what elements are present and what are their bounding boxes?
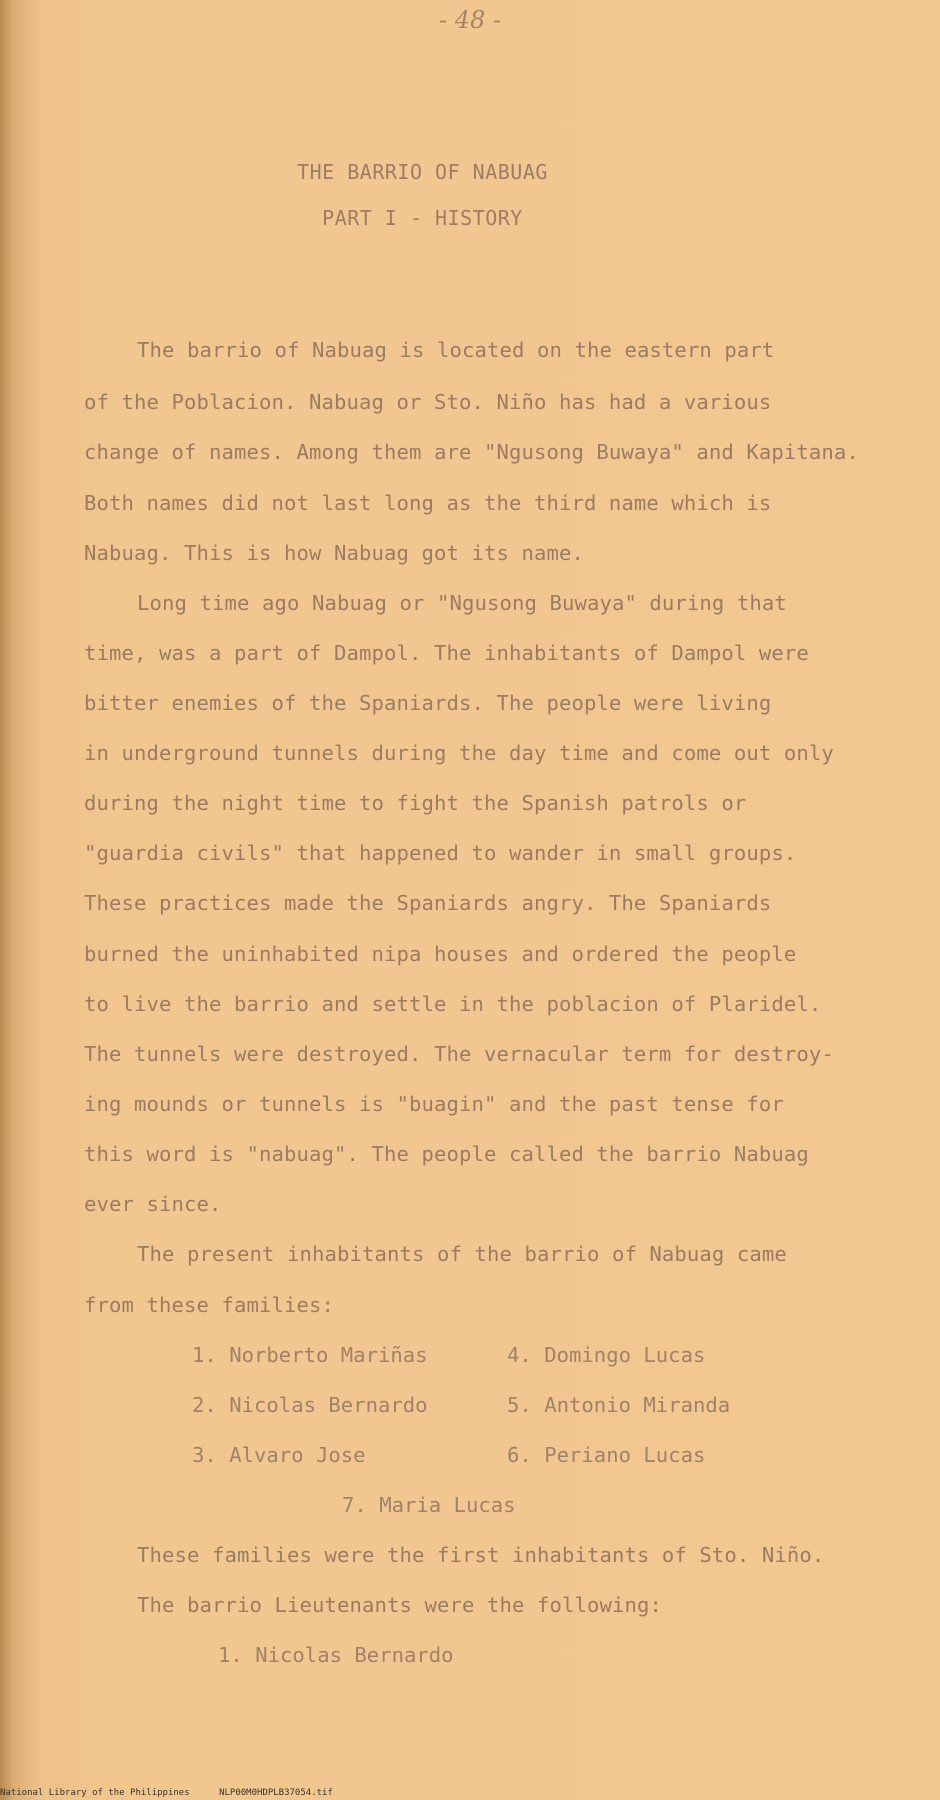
document-title: THE BARRIO OF NABUAG (297, 160, 548, 184)
text-line: burned the uninhabited nipa houses and ordered the people (84, 942, 797, 966)
family-list-item: 3. Alvaro Jose (192, 1443, 366, 1467)
family-list-item: 1. Norberto Mariñas (192, 1343, 428, 1367)
text-line: These practices made the Spaniards angry. The Spaniards (84, 891, 772, 915)
text-line: Long time ago Nabuag or "Ngusong Buwaya" during that (137, 591, 787, 615)
text-line: These families were the first inhabitants of Sto. Niño. (137, 1543, 825, 1567)
text-line: of the Poblacion. Nabuag or Sto. Niño has had a various (84, 390, 772, 414)
page-number: - 48 - (438, 6, 501, 34)
document-subtitle: PART I - HISTORY (322, 206, 523, 230)
text-line: this word is "nabuag". The people called the barrio Nabuag (84, 1142, 809, 1166)
text-line: ing mounds or tunnels is "buagin" and the past tense for (84, 1092, 784, 1116)
family-list-item: 7. Maria Lucas (342, 1493, 516, 1517)
text-line: ever since. (84, 1192, 222, 1216)
text-line: from these families: (84, 1293, 334, 1317)
text-line: "guardia civils" that happened to wander in small groups. (84, 841, 797, 865)
text-line: in underground tunnels during the day time and come out only (84, 741, 834, 765)
text-line: change of names. Among them are "Ngusong Buwaya" and Kapitana. (84, 440, 859, 464)
text-line: The present inhabitants of the barrio of Nabuag came (137, 1242, 787, 1266)
family-list-item: 2. Nicolas Bernardo (192, 1393, 428, 1417)
family-list-item: 4. Domingo Lucas (507, 1343, 706, 1367)
text-line: time, was a part of Dampol. The inhabitants of Dampol were (84, 641, 809, 665)
family-list-item: 6. Periano Lucas (507, 1443, 706, 1467)
footer-library: National Library of the Philippines (0, 1788, 190, 1798)
family-list-item: 5. Antonio Miranda (507, 1393, 731, 1417)
text-line: to live the barrio and settle in the poblacion of Plaridel. (84, 992, 822, 1016)
footer-file: NLP00M0HDPLB37054.tif (219, 1788, 333, 1798)
archive-footer (0, 1788, 357, 1798)
text-line: The barrio of Nabuag is located on the eastern part (137, 338, 775, 362)
text-line: The barrio Lieutenants were the following: (137, 1593, 662, 1617)
text-line: The tunnels were destroyed. The vernacular term for destroy- (84, 1042, 834, 1066)
text-line: Both names did not last long as the third name which is (84, 491, 772, 515)
lieutenant-list-item: 1. Nicolas Bernardo (218, 1643, 454, 1667)
text-line: bitter enemies of the Spaniards. The people were living (84, 691, 772, 715)
text-line: during the night time to fight the Spanish patrols or (84, 791, 747, 815)
text-line: Nabuag. This is how Nabuag got its name. (84, 541, 584, 565)
